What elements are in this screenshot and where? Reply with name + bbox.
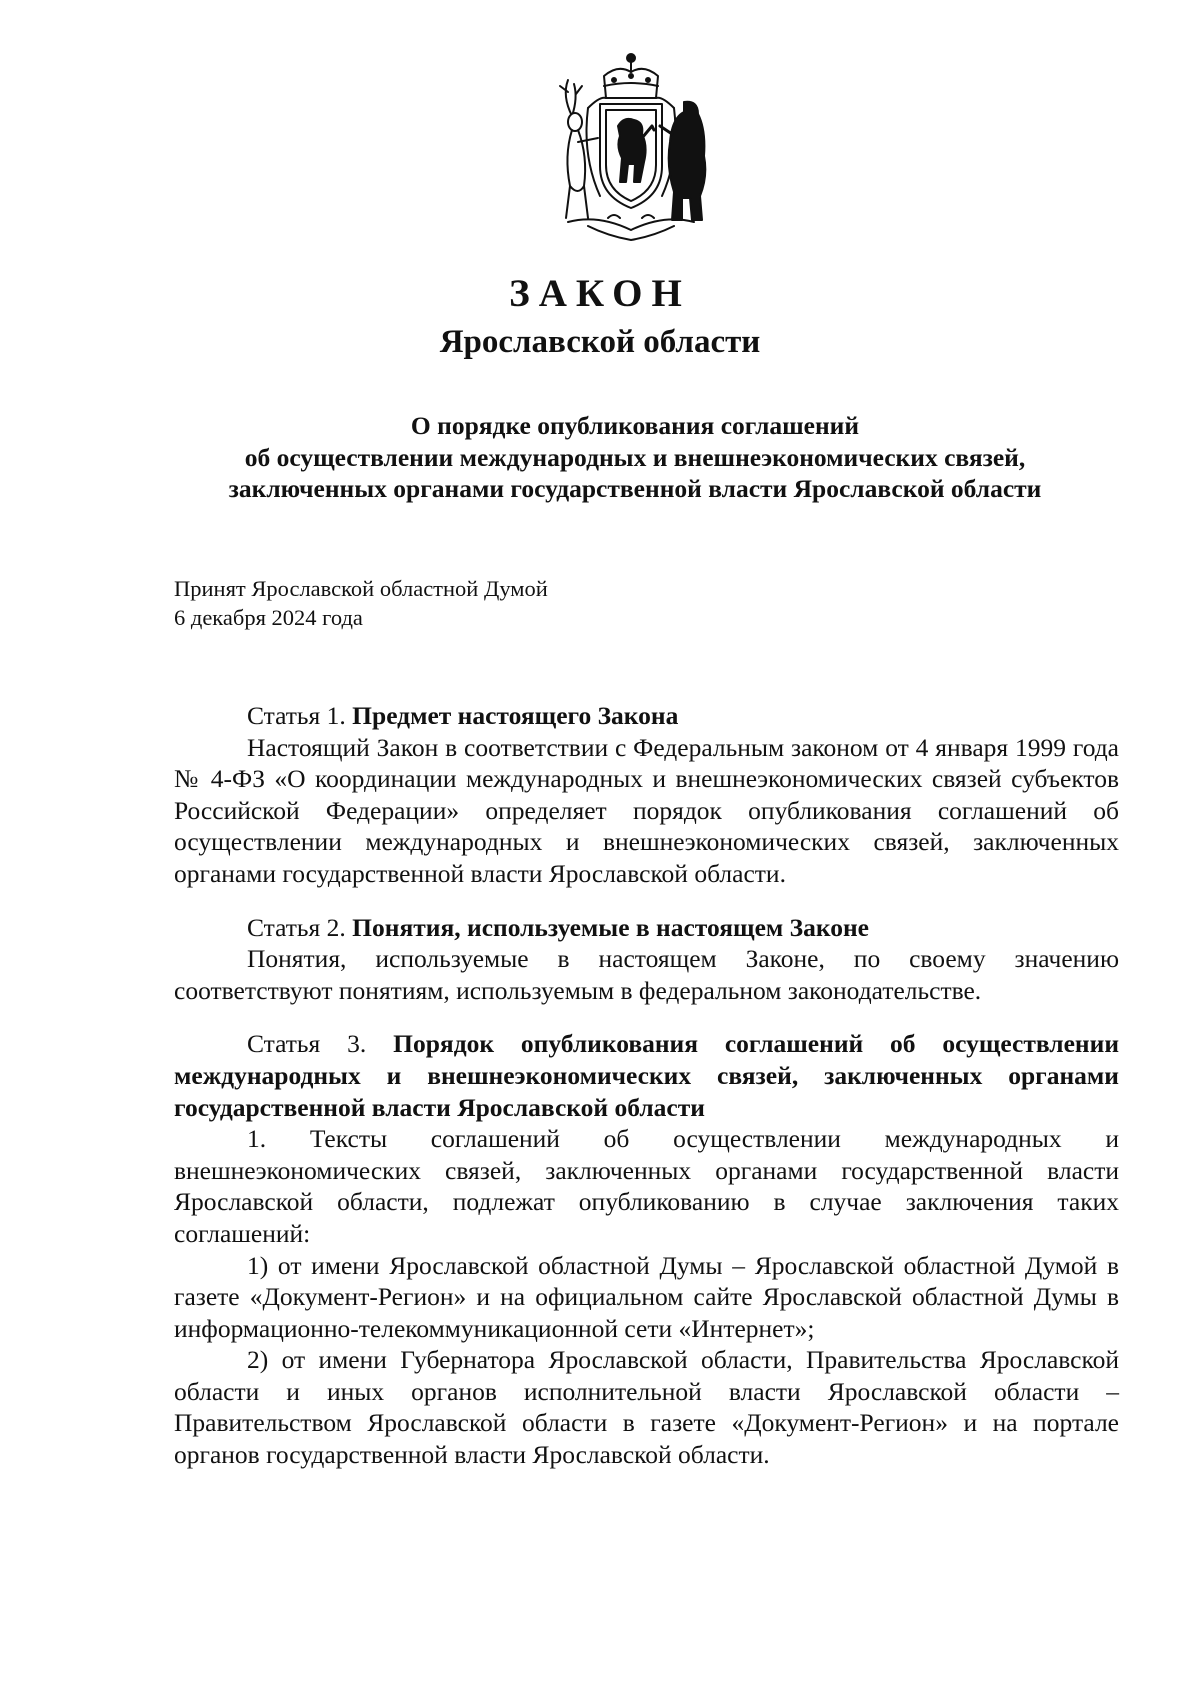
article-paragraph: Понятия, используемые в настоящем Законе, по своему значению соответствуют понятиям, используемым в федеральном законодательстве. (174, 944, 1119, 1005)
article-heading (174, 700, 1119, 732)
article-label: Статья 2. (247, 912, 346, 942)
adoption-note (174, 574, 548, 632)
article-label: Статья 3. (247, 1029, 367, 1059)
article-label: Статья 1. (247, 701, 346, 730)
adoption-body: Принят Ярославской областной Думой (174, 576, 548, 601)
article-paragraph: 1. Тексты соглашений об осуществлении международных и внешнеэкономических связей, заключенных органами государственной власти Ярославской области, подлежат опубликованию в случае заключения таких соглашений: (174, 1124, 1119, 1248)
law-title (160, 410, 1110, 505)
article-name: Порядок опубликования соглашений об осуществлении международных и внешнеэкономических связей, заключенных органами государственной власти Ярославской области (174, 1029, 1120, 1122)
article-3 (174, 1028, 1119, 1470)
article-2 (174, 912, 1119, 1007)
law-title-line: об осуществлении международных и внешнеэкономических связей, (244, 442, 1026, 472)
law-heading: ЗАКОН (509, 272, 691, 315)
article-name: Понятия, используемые в настоящем Законе (352, 912, 869, 942)
coat-of-arms-icon (548, 46, 714, 244)
article-heading (174, 912, 1119, 944)
law-title-line: О порядке опубликования соглашений (410, 411, 860, 440)
article-paragraph: 1) от имени Ярославской областной Думы – Ярославской областной Думой в газете «Документ-Регион» и на официальном сайте Ярославской областной Думы в информационно-телекоммуникационной сети «Интернет»; (174, 1250, 1119, 1343)
article-heading (174, 1028, 1119, 1123)
article-name: Предмет настоящего Закона (352, 701, 679, 730)
law-body (174, 700, 1119, 1493)
adoption-date: 6 декабря 2024 года (174, 605, 363, 630)
law-title-line: заключенных органами государственной власти Ярославской области (228, 474, 1042, 503)
article-paragraph: Настоящий Закон в соответствии с Федеральным законом от 4 января 1999 года № 4-ФЗ «О координации международных и внешнеэкономических связей субъектов Российской Федерации» определяет порядок опубликования соглашений об осуществлении международных и внешнеэкономических связей, заключенных органами государственной власти Ярославской области. (174, 732, 1119, 888)
article-paragraph: 2) от имени Губернатора Ярославской области, Правительства Ярославской области и иных органов исполнительной власти Ярославской области – Правительством Ярославской области в газете «Документ-Регион» и на портале органов государственной власти Ярославской области. (174, 1345, 1119, 1470)
law-region: Ярославской области (439, 324, 761, 360)
article-1 (174, 700, 1119, 890)
